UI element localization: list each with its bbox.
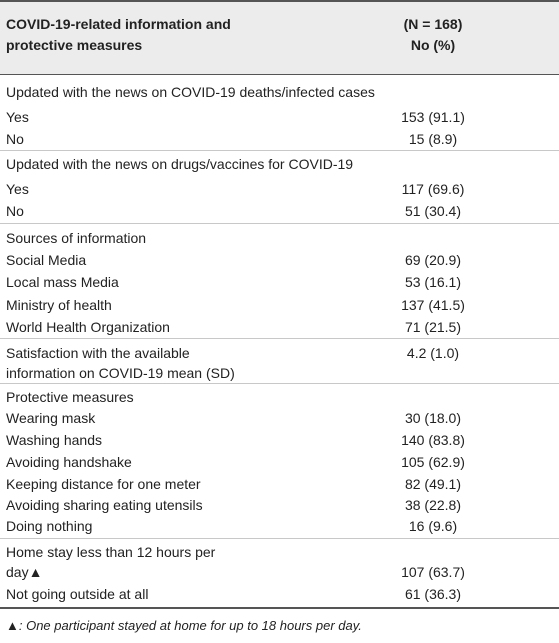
row-label: Doing nothing (6, 518, 93, 534)
row-label: Avoiding sharing eating utensils (6, 497, 203, 513)
row-value: 82 (49.1) (404, 476, 462, 492)
row-value: 38 (22.8) (404, 497, 462, 513)
row-label: Yes (6, 109, 29, 125)
section-title: Protective measures (6, 389, 134, 405)
row-value: 117 (69.6) (401, 181, 465, 197)
row-label: Avoiding handshake (6, 454, 132, 470)
row-value: 137 (41.5) (401, 297, 465, 313)
row-label: Wearing mask (6, 410, 96, 426)
row-separator (0, 150, 559, 151)
row-value: 4.2 (1.0) (406, 345, 460, 361)
header-col1-line1: COVID-19-related information and (6, 16, 231, 32)
row-separator (0, 383, 559, 384)
header-col2-line2: No (%) (410, 37, 456, 53)
row-label: day▲ (6, 564, 43, 580)
row-value: 15 (8.9) (408, 131, 458, 147)
section-title: Sources of information (6, 230, 147, 246)
row-label: Local mass Media (6, 274, 119, 290)
section-title: Updated with the news on COVID-19 deaths/infected cases (6, 84, 375, 100)
row-value: 140 (83.8) (401, 432, 465, 448)
row-separator (0, 538, 559, 539)
table-footnote: ▲: One participant stayed at home for up to 18 hours per day. (6, 618, 362, 633)
row-label: No (6, 131, 24, 147)
top-rule (0, 0, 559, 2)
header-rule (0, 74, 559, 75)
header-col1-line2: protective measures (6, 37, 143, 53)
row-value: 51 (30.4) (404, 203, 462, 219)
row-label: World Health Organization (6, 319, 170, 335)
row-value: 30 (18.0) (404, 410, 462, 426)
section-title: Satisfaction with the available (6, 345, 190, 361)
section-title: information on COVID-19 mean (SD) (6, 365, 235, 381)
row-label: Yes (6, 181, 29, 197)
row-label: Home stay less than 12 hours per (6, 544, 216, 560)
section-title: Updated with the news on drugs/vaccines for COVID-19 (6, 156, 354, 172)
row-label: Washing hands (6, 432, 102, 448)
row-value: 105 (62.9) (401, 454, 465, 470)
row-value: 53 (16.1) (404, 274, 462, 290)
bottom-rule (0, 607, 559, 609)
row-label: Ministry of health (6, 297, 112, 313)
row-value: 107 (63.7) (401, 564, 465, 580)
row-label: Social Media (6, 252, 87, 268)
row-value: 61 (36.3) (404, 586, 462, 602)
row-value: 71 (21.5) (404, 319, 462, 335)
row-value: 153 (91.1) (401, 109, 465, 125)
row-label: No (6, 203, 24, 219)
row-value: 69 (20.9) (404, 252, 462, 268)
row-separator (0, 338, 559, 339)
row-separator (0, 223, 559, 224)
row-label: Not going outside at all (6, 586, 149, 602)
row-label: Keeping distance for one meter (6, 476, 201, 492)
header-col2-line1: (N = 168) (403, 16, 463, 32)
row-value: 16 (9.6) (408, 518, 458, 534)
